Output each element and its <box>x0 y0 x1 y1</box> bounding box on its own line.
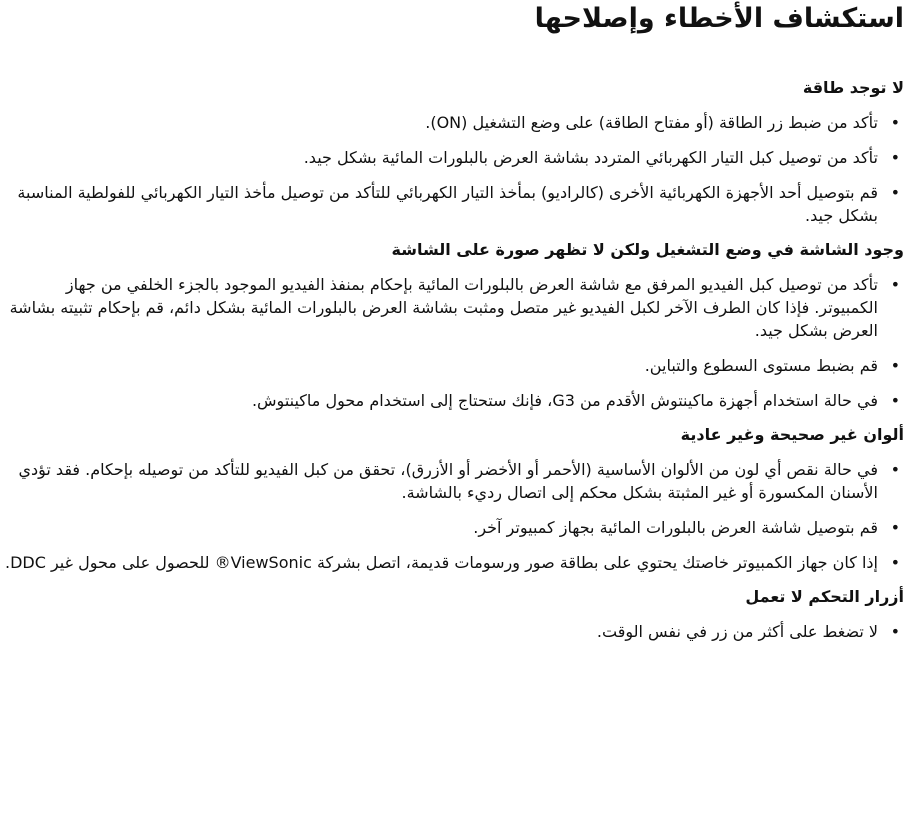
list-item <box>2 551 904 574</box>
list-item-text: تأكد من ضبط زر الطاقة (أو مفتاح الطاقة) على وضع التشغيل (ON). <box>425 113 878 132</box>
bullet-icon: • <box>890 356 900 375</box>
section-heading: ألوان غير صحيحة وغير عادية <box>680 425 904 444</box>
list-item <box>2 516 904 539</box>
section-no-power <box>2 77 904 227</box>
list-item <box>2 458 904 504</box>
list-item <box>2 146 904 169</box>
list-item-text: في حالة نقص أي لون من الألوان الأساسية (الأحمر أو الأخضر أو الأزرق)، تحقق من كبل الفيديو للتأكد من توصيله بإحكام. فقد تؤدي الأسنان المكسورة أو غير المثبتة بشكل محكم إلى اتصال رديء بالشاشة. <box>18 460 878 502</box>
bullet-icon: • <box>890 391 900 410</box>
bullet-icon: • <box>890 518 900 537</box>
bullet-icon: • <box>890 275 900 294</box>
bullet-icon: • <box>890 553 900 572</box>
list-item-text: قم بضبط مستوى السطوع والتباين. <box>644 356 878 375</box>
section-wrong-colors <box>2 424 904 574</box>
bullet-icon: • <box>890 622 900 641</box>
list-item-text: قم بتوصيل شاشة العرض بالبلورات المائية بجهاز كمبيوتر آخر. <box>473 518 878 537</box>
bullet-icon: • <box>890 460 900 479</box>
list-item-text: تأكد من توصيل كبل التيار الكهربائي المتردد بشاشة العرض بالبلورات المائية بشكل جيد. <box>303 148 878 167</box>
section-heading: لا توجد طاقة <box>802 78 904 97</box>
page-title: استكشاف الأخطاء وإصلاحها <box>534 3 904 34</box>
section-heading: أزرار التحكم لا تعمل <box>745 587 904 606</box>
list-item-text: في حالة استخدام أجهزة ماكينتوش الأقدم من G3، فإنك ستحتاج إلى استخدام محول ماكينتوش. <box>251 391 878 410</box>
list-item <box>2 181 904 227</box>
list-item-text: إذا كان جهاز الكمبيوتر خاصتك يحتوي على بطاقة صور ورسومات قديمة، اتصل بشركة ViewSonic® للحصول على محول غير DDC. <box>4 553 878 572</box>
list-item-text: تأكد من توصيل كبل الفيديو المرفق مع شاشة العرض بالبلورات المائية بإحكام بمنفذ الفيديو الموجود بالجزء الخلفي من جهاز الكمبيوتر. فإذا كان الطرف الآخر لكبل الفيديو غير متصل ومثبت بشاشة العرض بالبلورات المائية بشكل دائم، قم بإحكام تثبيته بشاشة العرض بشكل جيد. <box>9 275 878 340</box>
bullet-list <box>2 458 904 574</box>
bullet-list <box>2 620 904 643</box>
bullet-list <box>2 111 904 227</box>
list-item <box>2 273 904 342</box>
section-heading: وجود الشاشة في وضع التشغيل ولكن لا تظهر صورة على الشاشة <box>391 240 904 259</box>
bullet-icon: • <box>890 148 900 167</box>
list-item <box>2 111 904 134</box>
list-item <box>2 389 904 412</box>
bullet-icon: • <box>890 183 900 202</box>
list-item <box>2 620 904 643</box>
bullet-list <box>2 273 904 412</box>
bullet-icon: • <box>890 113 900 132</box>
list-item-text: قم بتوصيل أحد الأجهزة الكهربائية الأخرى (كالراديو) بمأخذ التيار الكهربائي للتأكد من توصيل مأخذ التيار الكهربائي للفولطية المناسبة بشكل جيد. <box>17 183 878 225</box>
section-controls-not-working <box>2 586 904 643</box>
list-item-text: لا تضغط على أكثر من زر في نفس الوقت. <box>596 622 878 641</box>
section-no-image <box>2 239 904 412</box>
list-item <box>2 354 904 377</box>
